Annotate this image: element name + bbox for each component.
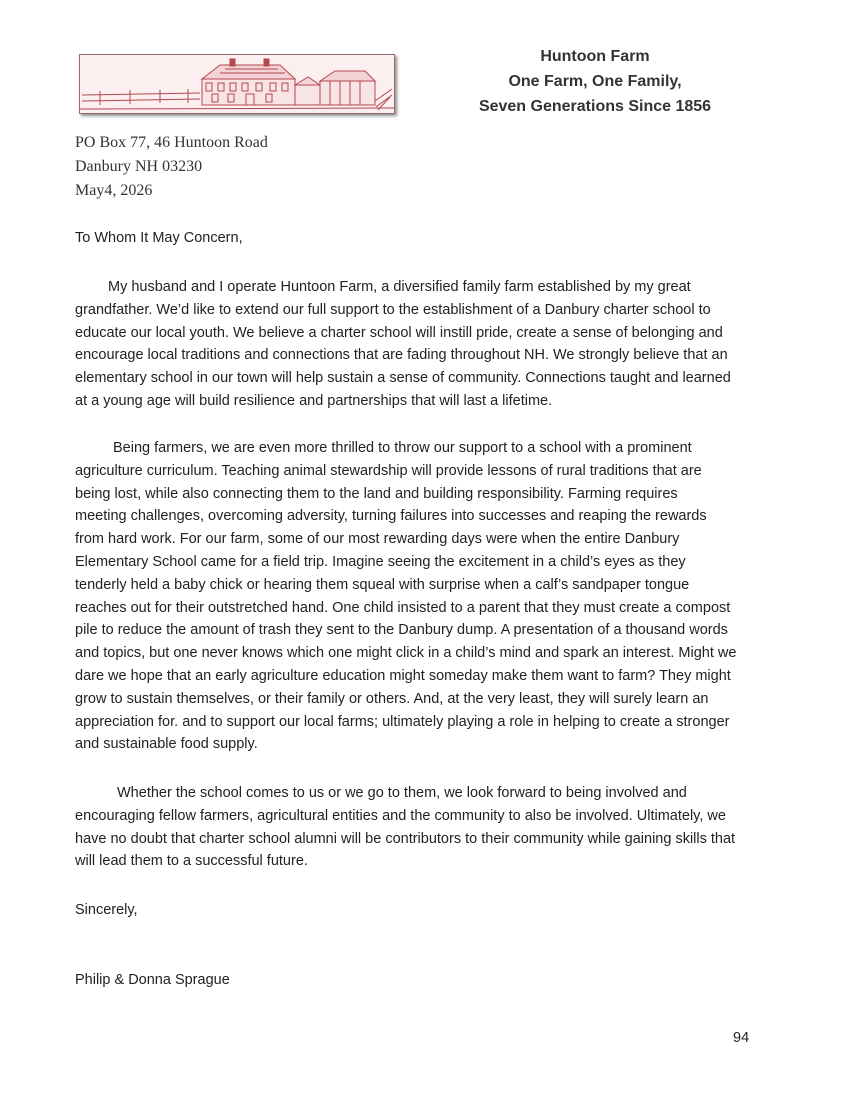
- paragraph-line: reaches out for their outstretched hand. One child insisted to a parent that they must create a compost: [75, 599, 731, 616]
- paragraph-line: educate our local youth. We believe a charter school will instill pride, create a sense of belonging and: [75, 324, 723, 341]
- address-city: Danbury NH 03230: [75, 158, 203, 175]
- paragraph-line: grandfather. We’d like to extend our full support to the establishment of a Danbury charter school to: [75, 301, 711, 318]
- paragraph-line: will lead them to a successful future.: [75, 853, 308, 870]
- farmhouse-illustration-icon: [80, 55, 394, 113]
- farm-name: Huntoon Farm: [540, 48, 650, 65]
- paragraph-line: encouraging fellow farmers, agricultural entities and the community to also be involved. Ultimately, we: [75, 807, 726, 824]
- paragraph-line: agriculture curriculum. Teaching animal stewardship will provide lessons of rural traditions that are: [75, 462, 702, 479]
- page-number: 94: [733, 1030, 750, 1046]
- paragraph-line: and topics, but one never knows which one might click in a child’s mind and spark an interest. Might we: [75, 645, 737, 662]
- salutation: To Whom It May Concern,: [75, 230, 243, 246]
- paragraph-line: appreciation for. and to support our local farms; ultimately playing a role in helping to create a stronger: [75, 713, 730, 730]
- paragraph-line: dare we hope that an early agriculture education might someday make them want to farm? They might: [75, 667, 731, 684]
- paragraph-line: encourage local traditions and connections that are fading throughout NH. We strongly believe that an: [75, 347, 728, 364]
- farm-logo: [79, 54, 395, 114]
- farm-header: [440, 44, 750, 119]
- farm-motto: One Farm, One Family,: [508, 73, 682, 90]
- paragraph-line: meeting challenges, overcoming adversity, turning failures into successes and reaping the rewards: [75, 508, 707, 525]
- paragraph-line: elementary school in our town will help sustain a sense of community. Connections taught and learned: [75, 370, 731, 387]
- paragraph-1: [75, 276, 775, 413]
- address-street: PO Box 77, 46 Huntoon Road: [75, 134, 268, 151]
- paragraph-line: grow to sustain themselves, or their family or others. And, at the very least, they will surely learn an: [75, 690, 709, 707]
- paragraph-line: My husband and I operate Huntoon Farm, a diversified family farm established by my great: [108, 279, 691, 295]
- signature-names: Philip & Donna Sprague: [75, 972, 230, 988]
- farm-since: Seven Generations Since 1856: [478, 98, 712, 115]
- paragraph-line: at a young age will build resilience and partnerships that will last a lifetime.: [75, 392, 553, 409]
- letter-date: May4, 2026: [75, 182, 153, 199]
- paragraph-line: tenderly held a baby chick or hearing them squeal with surprise when a calf’s sandpaper tongue: [75, 576, 690, 593]
- paragraph-line: have no doubt that charter school alumni will be contributors to their community while gaining skills that: [75, 830, 736, 847]
- paragraph-line: Whether the school comes to us or we go to them, we look forward to being involved and: [117, 785, 687, 801]
- paragraph-line: being lost, while also connecting them to the land and building responsibility. Farming requires: [75, 485, 678, 502]
- paragraph-line: and sustainable food supply.: [75, 736, 258, 753]
- paragraph-line: from hard work. For our farm, some of our most rewarding days were when the entire Danbury: [75, 531, 680, 548]
- paragraph-3: [75, 782, 775, 873]
- paragraph-line: pile to reduce the amount of trash they sent to the Danbury dump. A presentation of a thousand words: [75, 622, 728, 639]
- letter-closing: Sincerely,: [75, 902, 138, 918]
- paragraph-line: Elementary School came for a field trip. Imagine seeing the excitement in a child’s eyes as they: [75, 553, 686, 570]
- sender-address-block: [75, 131, 268, 203]
- paragraph-2: [75, 437, 775, 756]
- paragraph-line: Being farmers, we are even more thrilled to throw our support to a school with a prominent: [113, 440, 692, 456]
